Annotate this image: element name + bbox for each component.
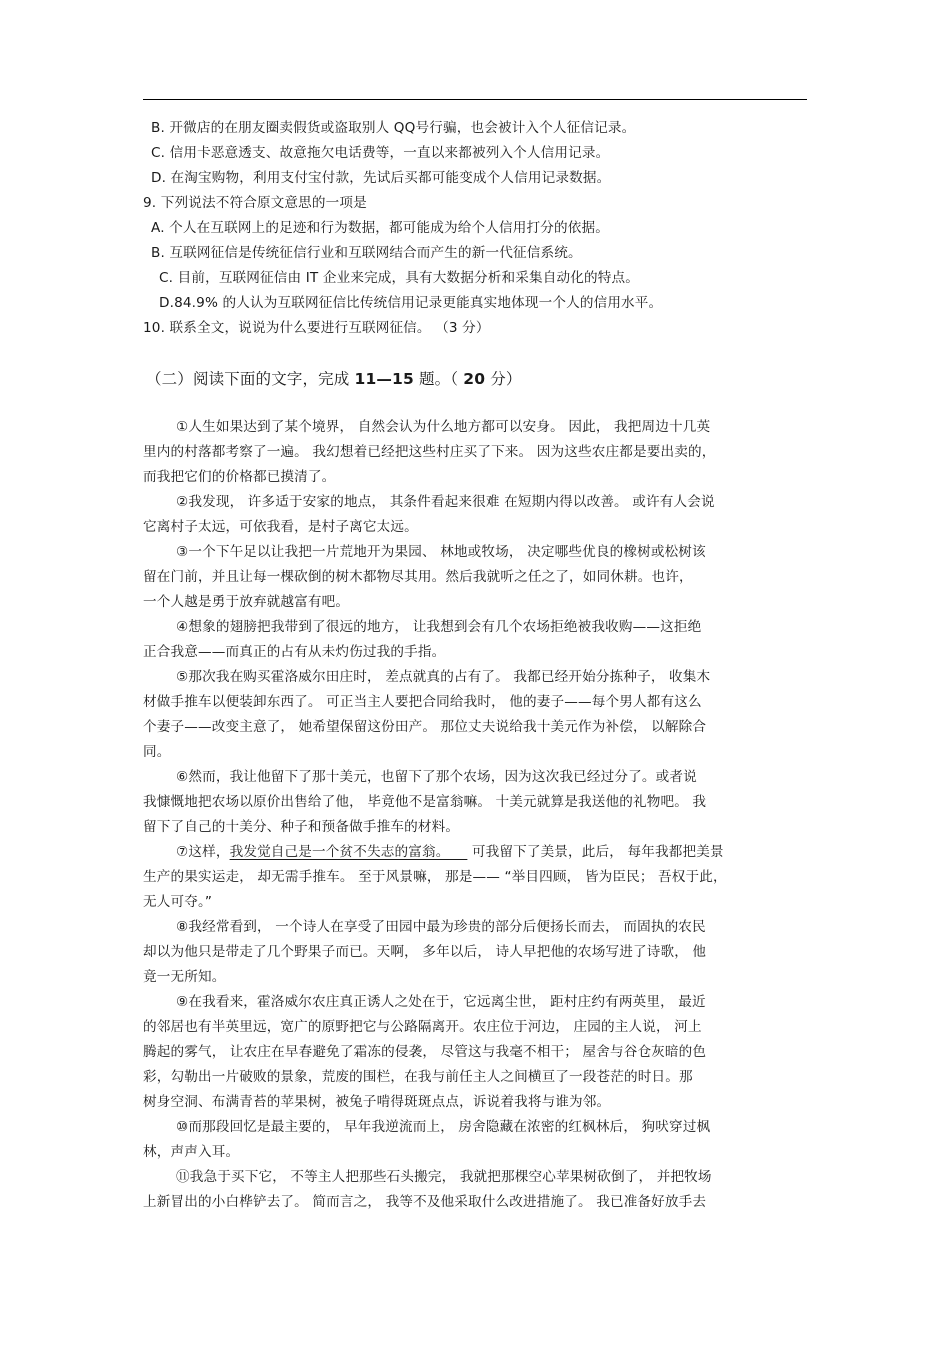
passage-line: ①人生如果达到了某个境界， 自然会认为什么地方都可以安身。 因此， 我把周边十几英 (176, 419, 711, 435)
passage-line: 林，声声入耳。 (143, 1144, 240, 1160)
q8-option-b: B. 开微店的在朋友圈卖假货或盗取别人 QQ号行骗，也会被计入个人征信记录。 (151, 120, 636, 136)
q8-option-d: D. 在淘宝购物，利用支付宝付款，先试后买都可能变成个人信用记录数据。 (151, 170, 611, 186)
passage-line: 却以为他只是带走了几个野果子而已。天啊， 多年以后， 诗人早把他的农场写进了诗歌， 他 (143, 944, 707, 960)
passage-line-7 (176, 843, 724, 861)
passage-line: 生产的果实运走， 却无需手推车。 至于风景嘛， 那是—— “举目四顾， 皆为臣民； 吾权于此， (143, 869, 727, 885)
q8-option-c: C. 信用卡恶意透支、故意拖欠电话费等，一直以来都被列入个人信用记录。 (151, 145, 610, 161)
passage-line: 的邻居也有半英里远，宽广的原野把它与公路隔离开。农庄位于河边， 庄园的主人说， 河上 (143, 1019, 702, 1035)
passage-line: 正合我意——而真正的占有从未灼伤过我的手指。 (143, 644, 446, 660)
passage-line: ⑥然而，我让他留下了那十美元，也留下了那个农场，因为这次我已经过分了。或者说 (176, 769, 697, 785)
underlined-sentence: 我发觉自己是一个贫不失志的富翁。 (229, 844, 450, 860)
p7-prefix: ⑦这样， (176, 844, 230, 860)
passage-line: 里内的村落都考察了一遍。 我幻想着已经把这些村庄买了下来。 因为这些农庄都是要出卖的， (143, 444, 716, 460)
passage-line: 而我把它们的价格都已摸清了。 (143, 469, 336, 485)
section-heading-prefix: （二）阅读下面的文字，完成 (146, 370, 355, 388)
passage-line: 竟一无所知。 (143, 969, 226, 985)
passage-line: 上新冒出的小白桦铲去了。 简而言之， 我等不及他采取什么改进措施了。 我已准备好放手去 (143, 1194, 707, 1210)
underline-tail (449, 844, 467, 860)
passage-line: ③一个下午足以让我把一片荒地开为果园、 林地或牧场， 决定哪些优良的橡树或松树该 (176, 544, 706, 560)
passage-line: ⑧我经常看到， 一个诗人在享受了田园中最为珍贵的部分后便扬长而去， 而固执的农民 (176, 919, 706, 935)
passage-line: ⑤那次我在购买霍洛威尔田庄时， 差点就真的占有了。 我都已经开始分拣种子， 收集木 (176, 669, 711, 685)
passage-line: 个妻子——改变主意了， 她希望保留这份田产。 那位丈夫说给我十美元作为补偿， 以解除合 (143, 719, 707, 735)
passage-line: 它离村子太远，可依我看，是村子离它太远。 (143, 519, 418, 535)
section-heading-suffix: 分） (485, 370, 522, 388)
passage-line: 彩，勾勒出一片破败的景象，荒废的围栏，在我与前任主人之间横亘了一段苍茫的时日。那 (143, 1069, 693, 1085)
section-heading-middle: 题。（ (413, 370, 464, 388)
section-heading (146, 370, 522, 388)
passage-line: 树身空洞、布满青苔的苹果树，被兔子啃得斑斑点点，诉说着我将与谁为邻。 (143, 1094, 611, 1110)
passage-line: ⑩而那段回忆是最主要的， 早年我逆流而上， 房舍隐藏在浓密的红枫林后， 狗吠穿过枫 (176, 1119, 711, 1135)
header-rule (143, 99, 807, 100)
passage-line: 留下了自己的十美分、种子和预备做手推车的材料。 (143, 819, 460, 835)
q9-option-a: A. 个人在互联网上的足迹和行为数据，都可能成为给个人信用打分的依据。 (151, 220, 609, 236)
passage-line: ④想象的翅膀把我带到了很远的地方， 让我想到会有几个农场拒绝被我收购——这拒绝 (176, 619, 702, 635)
q9-stem: 9. 下列说法不符合原文意思的一项是 (143, 195, 367, 211)
passage-line: 材做手推车以便装卸东西了。 可正当主人要把合同给我时， 他的妻子——每个男人都有这么 (143, 694, 702, 710)
passage-line: 同。 (143, 744, 171, 760)
passage-line: 腾起的雾气， 让农庄在早春避免了霜冻的侵袭， 尽管这与我毫不相干； 屋舍与谷仓灰暗的色 (143, 1044, 707, 1060)
q9-option-b: B. 互联网征信是传统征信行业和互联网结合而产生的新一代征信系统。 (151, 245, 582, 261)
passage-line: 我慷慨地把农场以原价出售给了他， 毕竟他不是富翁嘛。 十美元就算是我送他的礼物吧。 我 (143, 794, 707, 810)
section-heading-range: 11—15 (354, 370, 414, 388)
passage-line: 无人可夺。” (143, 894, 213, 910)
q9-option-c: C. 目前，互联网征信由 IT 企业来完成，具有大数据分析和采集自动化的特点。 (159, 270, 639, 286)
passage-line: ⑪我急于买下它， 不等主人把那些石头搬完， 我就把那棵空心苹果树砍倒了， 并把牧场 (176, 1169, 712, 1185)
passage-line: 一个人越是勇于放弃就越富有吧。 (143, 594, 350, 610)
section-heading-score: 20 (463, 370, 486, 388)
p7-suffix: 可我留下了美景，此后， 每年我都把美景 (467, 844, 724, 860)
passage-line: ②我发现， 许多适于安家的地点， 其条件看起来很难 在短期内得以改善。 或许有人会说 (176, 494, 715, 510)
q10-stem: 10. 联系全文，说说为什么要进行互联网征信。 （3 分） (143, 320, 490, 336)
passage-line: ⑨在我看来，霍洛威尔农庄真正诱人之处在于，它远离尘世， 距村庄约有两英里， 最近 (176, 994, 706, 1010)
passage-line: 留在门前，并且让每一棵砍倒的树木都物尽其用。然后我就听之任之了，如同休耕。也许， (143, 569, 693, 585)
q9-option-d: D.84.9% 的人认为互联网征信比传统信用记录更能真实地体现一个人的信用水平。 (159, 295, 663, 311)
